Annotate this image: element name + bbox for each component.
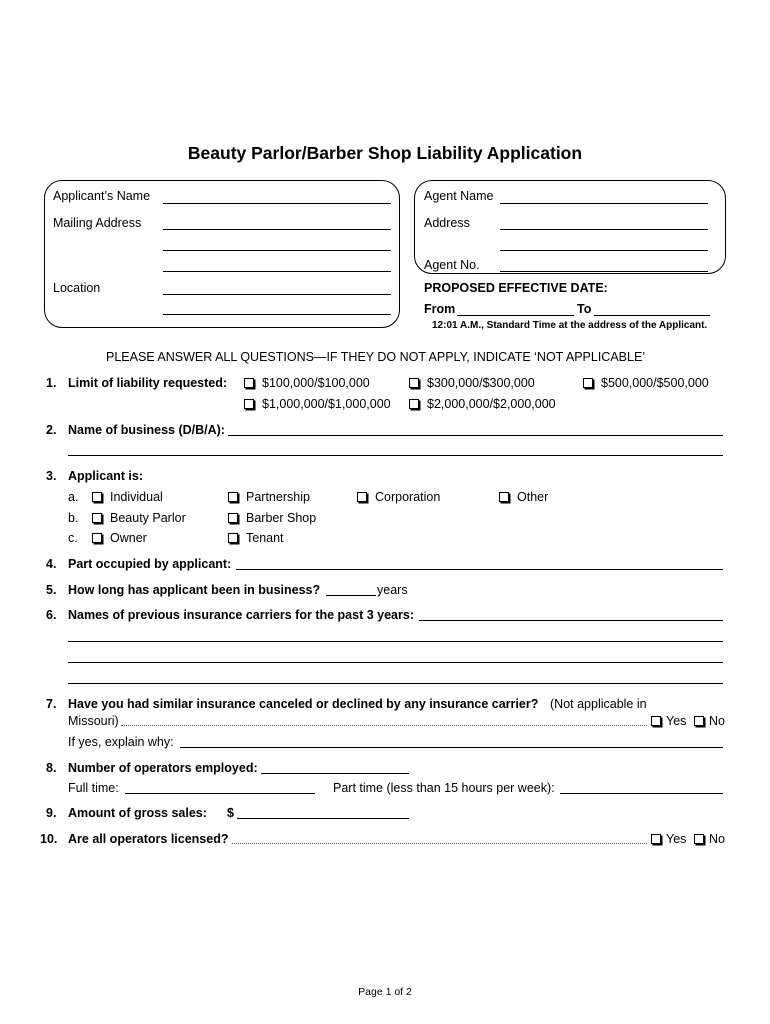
agent-address-label: Address (424, 216, 470, 230)
agent-name-label: Agent Name (424, 189, 494, 203)
q2-label: Name of business (D/B/A): (68, 423, 225, 437)
q8-number: 8. (46, 761, 57, 775)
q7-note: (Not applicable in (550, 697, 647, 711)
checkbox-icon[interactable] (357, 492, 367, 502)
q10-no[interactable]: No (694, 832, 725, 847)
page-title: Beauty Parlor/Barber Shop Liability Application (187, 143, 583, 163)
checkbox-icon[interactable] (92, 533, 102, 543)
location-label: Location (53, 281, 101, 295)
q7-yes[interactable]: Yes (651, 714, 686, 729)
q3-option-barber-shop[interactable]: Barber Shop (228, 511, 316, 526)
checkbox-icon[interactable] (409, 399, 419, 409)
full-time-field[interactable] (125, 793, 315, 794)
q3-option-corporation[interactable]: Corporation (357, 490, 440, 505)
checkbox-icon[interactable] (651, 716, 661, 726)
applicant-name-label: Applicant’s Name (53, 189, 151, 203)
q3-label: Applicant is: (68, 469, 144, 483)
q7-no[interactable]: No (694, 714, 725, 729)
checkbox-icon[interactable] (228, 492, 238, 502)
previous-carriers-field-4[interactable] (68, 683, 723, 684)
mailing-address-field-1[interactable] (163, 229, 391, 230)
checkbox-icon[interactable] (92, 513, 102, 523)
mailing-address-field-2[interactable] (163, 250, 391, 251)
checkbox-icon[interactable] (228, 513, 238, 523)
applicant-name-field[interactable] (163, 203, 391, 204)
q9-number: 9. (46, 806, 57, 820)
q10-label: Are all operators licensed? (68, 832, 229, 846)
to-date-field[interactable] (594, 315, 710, 316)
q7-number: 7. (46, 697, 57, 711)
q3-option-individual[interactable]: Individual (92, 490, 163, 505)
checkbox-icon[interactable] (228, 533, 238, 543)
agent-no-field[interactable] (500, 271, 708, 272)
q7-note-cont: Missouri) (68, 714, 119, 728)
q1-option-300k[interactable]: $300,000/$300,000 (409, 376, 535, 391)
mailing-address-field-3[interactable] (163, 271, 391, 272)
q8-label: Number of operators employed: (68, 761, 258, 775)
q10-number: 10. (40, 832, 58, 846)
part-time-field[interactable] (560, 793, 723, 794)
checkbox-icon[interactable] (244, 399, 254, 409)
q3-option-partnership[interactable]: Partnership (228, 490, 310, 505)
currency-symbol: $ (227, 806, 234, 820)
instructions: PLEASE ANSWER ALL QUESTIONS—IF THEY DO NOT APPLY, INDICATE ‘NOT APPLICABLE’ (106, 350, 646, 364)
q3-option-tenant[interactable]: Tenant (228, 531, 284, 546)
business-name-field-2[interactable] (68, 455, 723, 456)
business-name-field[interactable] (228, 435, 723, 436)
to-label: To (577, 302, 592, 316)
previous-carriers-field-3[interactable] (68, 662, 723, 663)
q5-number: 5. (46, 583, 57, 597)
previous-carriers-field-1[interactable] (419, 620, 723, 621)
agent-address-field-2[interactable] (500, 250, 708, 251)
checkbox-icon[interactable] (409, 378, 419, 388)
effective-time-note: 12:01 A.M., Standard Time at the address of the Applicant. (432, 320, 708, 331)
checkbox-icon[interactable] (92, 492, 102, 502)
years-suffix: years (377, 583, 408, 597)
q9-label: Amount of gross sales: (68, 806, 207, 820)
q3-row-c: c. (68, 531, 78, 545)
agent-name-field[interactable] (500, 203, 708, 204)
location-field-1[interactable] (163, 294, 391, 295)
checkbox-icon[interactable] (694, 716, 704, 726)
q7-label: Have you had similar insurance canceled or declined by any insurance carrier? (68, 697, 539, 711)
q3-option-beauty-parlor[interactable]: Beauty Parlor (92, 511, 186, 526)
q2-number: 2. (46, 423, 57, 437)
q4-label: Part occupied by applicant: (68, 557, 232, 571)
agent-no-label: Agent No. (424, 258, 480, 272)
q4-number: 4. (46, 557, 57, 571)
q1-option-2m[interactable]: $2,000,000/$2,000,000 (409, 397, 556, 412)
q6-number: 6. (46, 608, 57, 622)
q7-explain-label: If yes, explain why: (68, 735, 174, 749)
q1-number: 1. (46, 376, 57, 390)
q1-option-1m[interactable]: $1,000,000/$1,000,000 (244, 397, 391, 412)
agent-address-field-1[interactable] (500, 229, 708, 230)
page-number: Page 1 of 2 (358, 986, 412, 998)
years-in-business-field[interactable] (326, 595, 376, 596)
q1-option-100k[interactable]: $100,000/$100,000 (244, 376, 370, 391)
mailing-address-label: Mailing Address (53, 216, 142, 230)
q5-label: How long has applicant been in business? (68, 583, 321, 597)
q3-row-a: a. (68, 490, 79, 504)
q3-row-b: b. (68, 511, 79, 525)
q7-dot-leader (121, 725, 647, 726)
gross-sales-field[interactable] (237, 818, 409, 819)
full-time-label: Full time: (68, 781, 119, 795)
previous-carriers-field-2[interactable] (68, 641, 723, 642)
q10-yes[interactable]: Yes (651, 832, 686, 847)
operators-count-field[interactable] (261, 773, 409, 774)
from-label: From (424, 302, 456, 316)
q3-number: 3. (46, 469, 57, 483)
checkbox-icon[interactable] (583, 378, 593, 388)
q3-option-other[interactable]: Other (499, 490, 548, 505)
from-date-field[interactable] (457, 315, 574, 316)
q10-dot-leader (232, 843, 647, 844)
q1-label: Limit of liability requested: (68, 376, 228, 390)
q3-option-owner[interactable]: Owner (92, 531, 147, 546)
effective-date-heading: PROPOSED EFFECTIVE DATE: (424, 281, 608, 295)
checkbox-icon[interactable] (694, 834, 704, 844)
checkbox-icon[interactable] (651, 834, 661, 844)
q6-label: Names of previous insurance carriers for the past 3 years: (68, 608, 414, 622)
checkbox-icon[interactable] (244, 378, 254, 388)
q1-option-500k[interactable]: $500,000/$500,000 (583, 376, 709, 391)
checkbox-icon[interactable] (499, 492, 509, 502)
part-occupied-field[interactable] (236, 569, 723, 570)
q7-explain-field[interactable] (180, 747, 723, 748)
part-time-label: Part time (less than 15 hours per week): (333, 781, 555, 795)
location-field-2[interactable] (163, 314, 391, 315)
